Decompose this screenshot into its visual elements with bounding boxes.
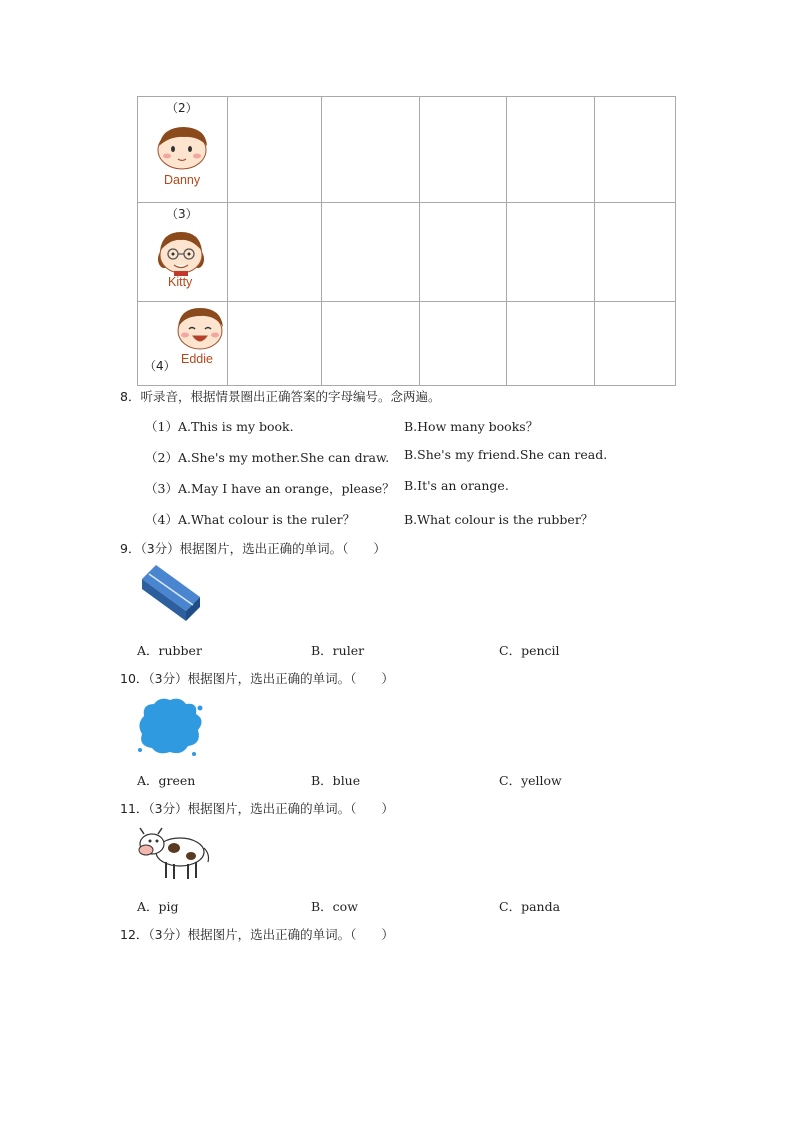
kitty-face-icon	[152, 229, 210, 277]
q9-option-c[interactable]: C．pencil	[499, 643, 560, 658]
q8-item4-b: B.What colour is the rubber？	[404, 512, 594, 527]
q8-item1-a: （1）A.This is my book.	[145, 419, 294, 434]
q12-title: 12．（3分）根据图片，选出正确的单词。（ ）	[120, 927, 394, 942]
grid-cell	[595, 302, 676, 386]
grid-cell	[228, 302, 322, 386]
grid-cell	[595, 97, 676, 203]
q10-option-c[interactable]: C．yellow	[499, 773, 562, 788]
q11-title: 11．（3分）根据图片，选出正确的单词。（ ）	[120, 801, 394, 816]
grid-cell	[420, 97, 507, 203]
q10-option-b[interactable]: B．blue	[311, 773, 361, 788]
grid-cell	[420, 203, 507, 302]
ruler-icon	[136, 563, 204, 625]
q11-option-c[interactable]: C．panda	[499, 899, 561, 914]
grid-cell	[228, 97, 322, 203]
q11-option-b[interactable]: B．cow	[311, 899, 358, 914]
grid-cell	[595, 203, 676, 302]
q10-title: 10．（3分）根据图片，选出正确的单词。（ ）	[120, 671, 394, 686]
danny-label: Danny	[164, 173, 201, 187]
q8-item2-b: B.She's my friend.She can read.	[404, 447, 608, 462]
grid-cell	[507, 302, 595, 386]
cow-icon	[136, 824, 214, 882]
q10-option-a[interactable]: A．green	[137, 773, 196, 788]
blue-paint-splash-icon	[136, 694, 206, 758]
grid-cell	[228, 203, 322, 302]
row-number: （2）	[166, 101, 198, 115]
row-number: （3）	[166, 207, 198, 221]
q8-item3-a: （3）A.May I have an orange，please？	[145, 481, 395, 496]
q8-title: 8．听录音，根据情景圈出正确答案的字母编号。念两遍。	[120, 389, 441, 404]
kitty-label: Kitty	[168, 275, 193, 289]
grid-cell	[507, 203, 595, 302]
q8-item4-a: （4）A.What colour is the ruler？	[145, 512, 356, 527]
danny-face-icon	[154, 124, 210, 170]
eddie-face-icon	[175, 305, 225, 351]
grid-cell	[420, 302, 507, 386]
q8-item3-b: B.It's an orange.	[404, 478, 509, 493]
q9-title: 9．（3分）根据图片，选出正确的单词。（ ）	[120, 541, 386, 556]
grid-cell	[322, 302, 420, 386]
grid-cell	[507, 97, 595, 203]
q8-item2-a: （2）A.She's my mother.She can draw.	[145, 450, 390, 465]
grid-cell	[322, 97, 420, 203]
q11-option-a[interactable]: A．pig	[137, 899, 179, 914]
q8-item1-b: B.How many books？	[404, 419, 539, 434]
eddie-label: Eddie	[181, 352, 213, 366]
grid-cell	[322, 203, 420, 302]
q9-option-b[interactable]: B．ruler	[311, 643, 365, 658]
q9-option-a[interactable]: A．rubber	[137, 643, 202, 658]
row-number: （4）	[144, 359, 176, 373]
